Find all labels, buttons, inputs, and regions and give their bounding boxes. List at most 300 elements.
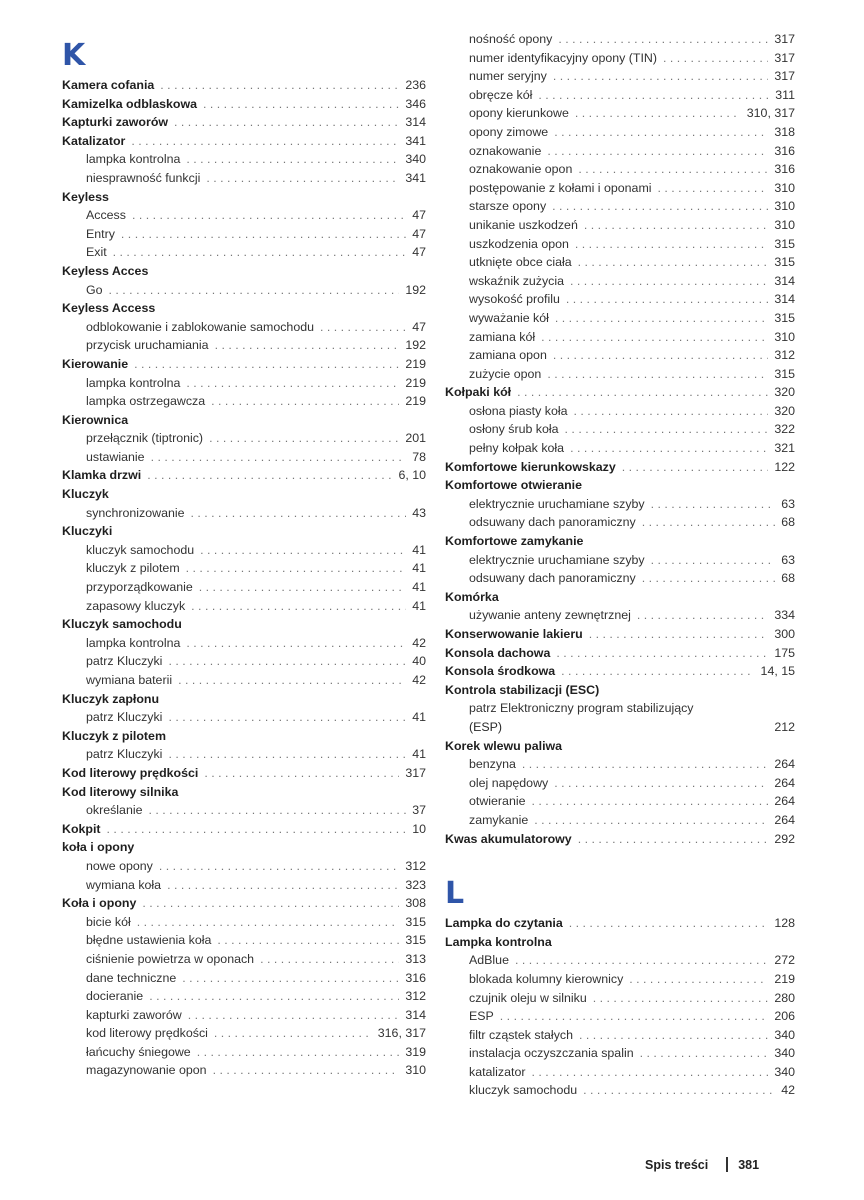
index-subentry [445,309,795,328]
index-subentry [62,392,426,411]
index-subentry [62,429,426,448]
section-letter: K [62,38,86,73]
index-subentry [445,774,795,793]
entry-label: obręcze kół [469,87,533,102]
index-subentry [62,1006,426,1025]
dot-leader [213,1061,400,1080]
entry-page-number: 312 [774,348,795,363]
entry-page-number: 219 [774,971,795,986]
entry-page-number: 310 [774,199,795,214]
entry-page-number: 192 [405,338,426,353]
entry-label: Go [86,282,103,297]
entry-label: blokada kolumny kierownicy [469,971,624,986]
index-entry [445,914,795,933]
index-subentry [62,336,426,355]
entry-label: używanie anteny zewnętrznej [469,608,631,623]
dot-leader [191,504,407,523]
entry-label: Kołpaki kół [445,385,512,400]
entry-label: patrz Kluczyki [86,654,163,669]
index-entry [62,299,426,318]
index-subentry [445,951,795,970]
index-subentry [62,597,426,616]
entry-label: niesprawność funkcji [86,170,201,185]
entry-label: lampka kontrolna [86,375,181,390]
index-entry [445,737,795,756]
entry-label: Kod literowy silnika [62,784,179,799]
dot-leader [168,708,406,727]
entry-label: Kamizelka odblaskowa [62,96,197,111]
dot-leader [555,309,768,328]
entry-page-number: 340 [774,1046,795,1061]
index-entry [445,383,795,402]
entry-page-number: 317 [774,50,795,65]
dot-leader [178,671,406,690]
entry-page-number: 68 [781,571,795,586]
entry-label: docieranie [86,989,144,1004]
index-subentry [445,1044,795,1063]
page-number: 381 [738,1157,760,1172]
entry-label: Kluczyk z pilotem [62,728,166,743]
dot-leader [109,281,400,300]
entry-label: kod literowy prędkości [86,1026,208,1041]
entry-label: przycisk uruchamiania [86,338,209,353]
entry-page-number: 340 [774,1064,795,1079]
dot-leader [583,1081,775,1100]
entry-label: Konsola środkowa [445,664,556,679]
entry-label: Kluczyk [62,487,109,502]
index-subentry [62,671,426,690]
entry-page-number: 175 [774,645,795,660]
entry-label: starsze opony [469,199,547,214]
dot-leader [531,792,768,811]
entry-label: zużycie opon [469,366,542,381]
entry-page-number: 264 [774,775,795,790]
entry-page-number: 264 [774,794,795,809]
index-subentry [445,290,795,309]
entry-label: ESP [469,1009,494,1024]
section-letter: L [445,876,465,912]
entry-label: katalizator [469,1064,526,1079]
index-entry [62,76,426,95]
entry-label: Konserwowanie lakieru [445,627,583,641]
entry-label: oznakowanie [469,143,542,158]
dot-leader [651,551,776,570]
index-entry [445,662,795,681]
entry-page-number: 315 [774,310,795,325]
dot-leader [640,1044,769,1063]
entry-page-number: 280 [774,990,795,1005]
dot-leader [159,857,399,876]
entry-page-number: 201 [405,431,426,446]
index-subentry [62,950,426,969]
index-subentry [62,559,426,578]
entry-page-number: 315 [774,236,795,251]
entry-label: Access [86,208,126,223]
dot-leader [629,970,768,989]
index-subentry [62,243,426,262]
entry-label: określanie [86,803,143,818]
index-entry [445,625,795,644]
entry-page-number: 315 [774,255,795,270]
entry-page-number: 14, 15 [760,664,795,679]
index-subentry [445,699,795,718]
entry-page-number: 316, 317 [377,1026,426,1041]
dot-leader [570,439,768,458]
entry-page-number: 206 [774,1009,795,1024]
dot-leader [642,513,776,532]
index-subentry [445,606,795,625]
index-entry [62,727,426,746]
index-subentry [445,989,795,1008]
index-subentry [445,123,795,142]
entry-label: Kierownica [62,412,129,427]
index-entry [62,838,426,857]
dot-leader [554,774,768,793]
index-subentry [445,402,795,421]
index-subentry [445,1026,795,1045]
index-subentry [445,718,795,737]
dot-leader [578,830,769,849]
index-subentry [62,150,426,169]
entry-page-number: 219 [405,375,426,390]
dot-leader [203,95,399,114]
section-gap [445,848,795,868]
index-subentry [445,792,795,811]
index-subentry [445,272,795,291]
dot-leader [578,253,769,272]
index-subentry [445,970,795,989]
entry-page-number: 41 [412,580,426,595]
dot-leader [107,820,407,839]
dot-leader [574,402,769,421]
entry-page-number: 310 [774,180,795,195]
entry-page-number: 37 [412,803,426,818]
index-subentry [62,987,426,1006]
entry-page-number: 128 [774,916,795,931]
dot-leader [191,597,406,616]
entry-label: Lampka do czytania [445,916,563,931]
entry-label: odsuwany dach panoramiczny [469,571,636,586]
dot-leader [579,1026,768,1045]
index-entry [445,476,795,495]
entry-label: otwieranie [469,794,526,809]
dot-leader [211,392,399,411]
dot-leader [593,989,769,1008]
index-subentry [62,318,426,337]
entry-page-number: 315 [405,914,426,929]
index-entry [445,644,795,663]
entry-label: wymiana baterii [86,673,173,687]
entry-page-number: 78 [412,449,426,464]
entry-label: Exit [86,245,107,260]
index-subentry [445,1007,795,1026]
dot-leader [168,745,406,764]
index-subentry [62,652,426,671]
entry-page-number: 219 [405,356,426,371]
entry-label: koła i opony [62,840,135,855]
dot-leader [204,764,399,783]
entry-page-number: 321 [774,441,795,456]
dot-leader [186,150,399,169]
entry-page-number: 292 [774,831,795,846]
dot-leader [558,30,768,49]
entry-label: oznakowanie opon [469,162,573,177]
entry-page-number: 10 [412,821,426,836]
dot-leader [547,142,768,161]
entry-label: czujnik oleju w silniku [469,990,587,1005]
dot-leader [552,197,768,216]
entry-page-number: 63 [781,496,795,511]
index-subentry [445,811,795,830]
entry-label: przyporządkowanie [86,580,193,595]
dot-leader [522,755,768,774]
entry-page-number: 310 [405,1063,426,1078]
entry-label: pełny kołpak koła [469,441,565,456]
entry-page-number: 272 [774,953,795,968]
entry-label: Komfortowe kierunkowskazy [445,459,616,474]
entry-page-number: 314 [774,292,795,307]
entry-page-number: 340 [405,152,426,167]
index-subentry [445,1081,795,1100]
entry-page-number: 316 [774,143,795,158]
index-subentry [62,931,426,950]
dot-leader [147,466,392,485]
dot-leader [515,951,768,970]
dot-leader [561,662,754,681]
entry-label: lampka kontrolna [86,635,181,650]
entry-label: wysokość profilu [469,292,560,307]
index-subentry [62,206,426,225]
index-subentry [62,504,426,523]
entry-label: kluczyk samochodu [86,542,195,557]
index-subentry [62,708,426,727]
entry-page-number: 310 [774,217,795,232]
entry-label: ustawianie [86,449,145,464]
entry-label: Keyless Access [62,301,156,316]
index-entry [445,458,795,477]
index-subentry [445,235,795,254]
entry-label: Kod literowy prędkości [62,765,199,780]
dot-leader [663,49,768,68]
entry-label: Katalizator [62,133,126,148]
entry-page-number: 41 [412,747,426,762]
dot-leader [148,801,406,820]
entry-label: kluczyk samochodu [469,1083,578,1098]
entry-page-number: 41 [412,598,426,613]
entry-page-number: 47 [412,319,426,334]
entry-label: Keyless [62,189,109,204]
entry-page-number: 236 [405,78,426,92]
entry-label: wyważanie kół [469,310,549,325]
entry-page-number: 318 [774,124,795,139]
entry-label: Kamera cofania [62,78,155,92]
entry-page-number: 312 [405,858,426,873]
index-subentry [445,86,795,105]
index-subentry [62,578,426,597]
dot-leader [534,811,768,830]
entry-page-number: 317 [774,69,795,84]
entry-label: Kluczyk samochodu [62,617,182,632]
index-subentry [62,281,426,300]
index-entry [445,588,795,607]
entry-label: Lampka kontrolna [445,934,552,949]
index-subentry [445,142,795,161]
entry-label: elektrycznie uruchamiane szyby [469,496,645,511]
index-subentry [445,160,795,179]
footer-separator [726,1157,728,1172]
entry-label: wymiana koła [86,877,162,892]
entry-page-number: 320 [774,403,795,418]
entry-label: błędne ustawienia koła [86,933,212,948]
index-subentry [62,857,426,876]
entry-page-number: 42 [781,1083,795,1098]
index-subentry [62,541,426,560]
dot-leader [320,318,406,337]
entry-label: wskaźnik zużycia [469,273,565,288]
entry-label: dane techniczne [86,970,177,985]
entry-label: uszkodzenia opon [469,236,569,251]
entry-label: Kwas akumulatorowy [445,831,572,846]
entry-page-number: 314 [405,1007,426,1022]
entry-label: numer identyfikacyjny opony (TIN) [469,50,657,65]
dot-leader [200,541,406,560]
entry-page-number: 341 [405,133,426,148]
entry-label: zamiana opon [469,348,547,363]
entry-label: nośność opony [469,32,553,46]
dot-leader [578,160,768,179]
dot-leader [121,225,406,244]
dot-leader [565,420,769,439]
entry-label: Korek wlewu paliwa [445,738,563,753]
entry-label: Klamka drzwi [62,468,142,483]
entry-page-number: 41 [412,542,426,557]
dot-leader [197,1043,400,1062]
dot-leader [217,931,399,950]
index-subentry [445,513,795,532]
entry-label: Entry [86,226,115,241]
entry-label: łańcuchy śniegowe [86,1044,191,1059]
entry-label: lampka kontrolna [86,152,181,167]
entry-label: odsuwany dach panoramiczny [469,515,636,530]
entry-page-number: 308 [405,896,426,911]
entry-page-number: 346 [405,96,426,111]
index-subentry [62,374,426,393]
entry-page-number: 340 [774,1027,795,1042]
dot-leader [206,169,399,188]
dot-leader [622,458,769,477]
dot-leader [188,1006,400,1025]
dot-leader [199,578,406,597]
dot-leader [160,76,399,95]
dot-leader [658,179,769,198]
dot-leader [209,429,399,448]
entry-page-number: 314 [405,115,426,130]
dot-leader [137,913,400,932]
dot-leader [149,987,399,1006]
index-entry [445,532,795,551]
index-subentry [445,197,795,216]
entry-label: filtr cząstek stałych [469,1027,573,1042]
index-entry [62,355,426,374]
entry-label: Komfortowe zamykanie [445,534,584,549]
index-subentry [62,913,426,932]
index-subentry [445,30,795,49]
index-subentry [62,876,426,895]
index-subentry [445,104,795,123]
entry-label: zamiana kół [469,329,536,344]
dot-leader [541,328,768,347]
dot-leader [186,634,406,653]
entry-page-number: 40 [412,654,426,669]
index-entry [62,485,426,504]
dot-leader [570,272,768,291]
dot-leader [589,625,769,644]
dot-leader [174,113,399,132]
entry-page-number: 212 [774,719,795,734]
entry-page-number: 122 [774,459,795,474]
index-entry [62,615,426,634]
entry-page-number: 63 [781,552,795,567]
dot-leader [182,969,399,988]
dot-leader [500,1007,769,1026]
index-subentry [62,801,426,820]
dot-leader [131,132,399,151]
index-subentry [62,634,426,653]
entry-label: osłony śrub koła [469,422,559,437]
entry-page-number: 264 [774,757,795,772]
index-entry [62,820,426,839]
entry-page-number: 47 [412,226,426,241]
entry-label: unikanie uszkodzeń [469,217,578,232]
index-entry [62,764,426,783]
index-subentry [445,755,795,774]
entry-page-number: 43 [412,505,426,520]
index-subentry [445,216,795,235]
dot-leader [556,644,768,663]
index-entry [62,188,426,207]
entry-page-number: 192 [405,282,426,297]
dot-leader [547,365,768,384]
index-subentry [62,1024,426,1043]
index-subentry [62,1061,426,1080]
entry-label: Keyless Acces [62,263,149,278]
index-entry [62,522,426,541]
entry-page-number: 42 [412,635,426,650]
entry-page-number: 47 [412,208,426,223]
page-footer [645,1157,759,1172]
entry-label: Kluczyki [62,524,113,539]
index-subentry [445,67,795,86]
entry-page-number: 6, 10 [398,468,426,483]
dot-leader [584,216,768,235]
entry-label: postępowanie z kołami i oponami [469,180,652,195]
entry-page-number: 312 [405,989,426,1004]
entry-page-number: 310, 317 [746,106,795,121]
index-subentry [445,49,795,68]
index-subentry [62,225,426,244]
index-subentry [62,169,426,188]
index-entry [62,113,426,132]
entry-label: numer seryjny [469,69,547,84]
index-column-right [445,30,795,1100]
index-subentry [445,420,795,439]
entry-label: magazynowanie opon [86,1063,207,1078]
entry-label: Kierowanie [62,356,129,371]
entry-label: opony kierunkowe [469,106,569,121]
dot-leader [113,243,407,262]
dot-leader [575,235,768,254]
dot-leader [168,652,406,671]
